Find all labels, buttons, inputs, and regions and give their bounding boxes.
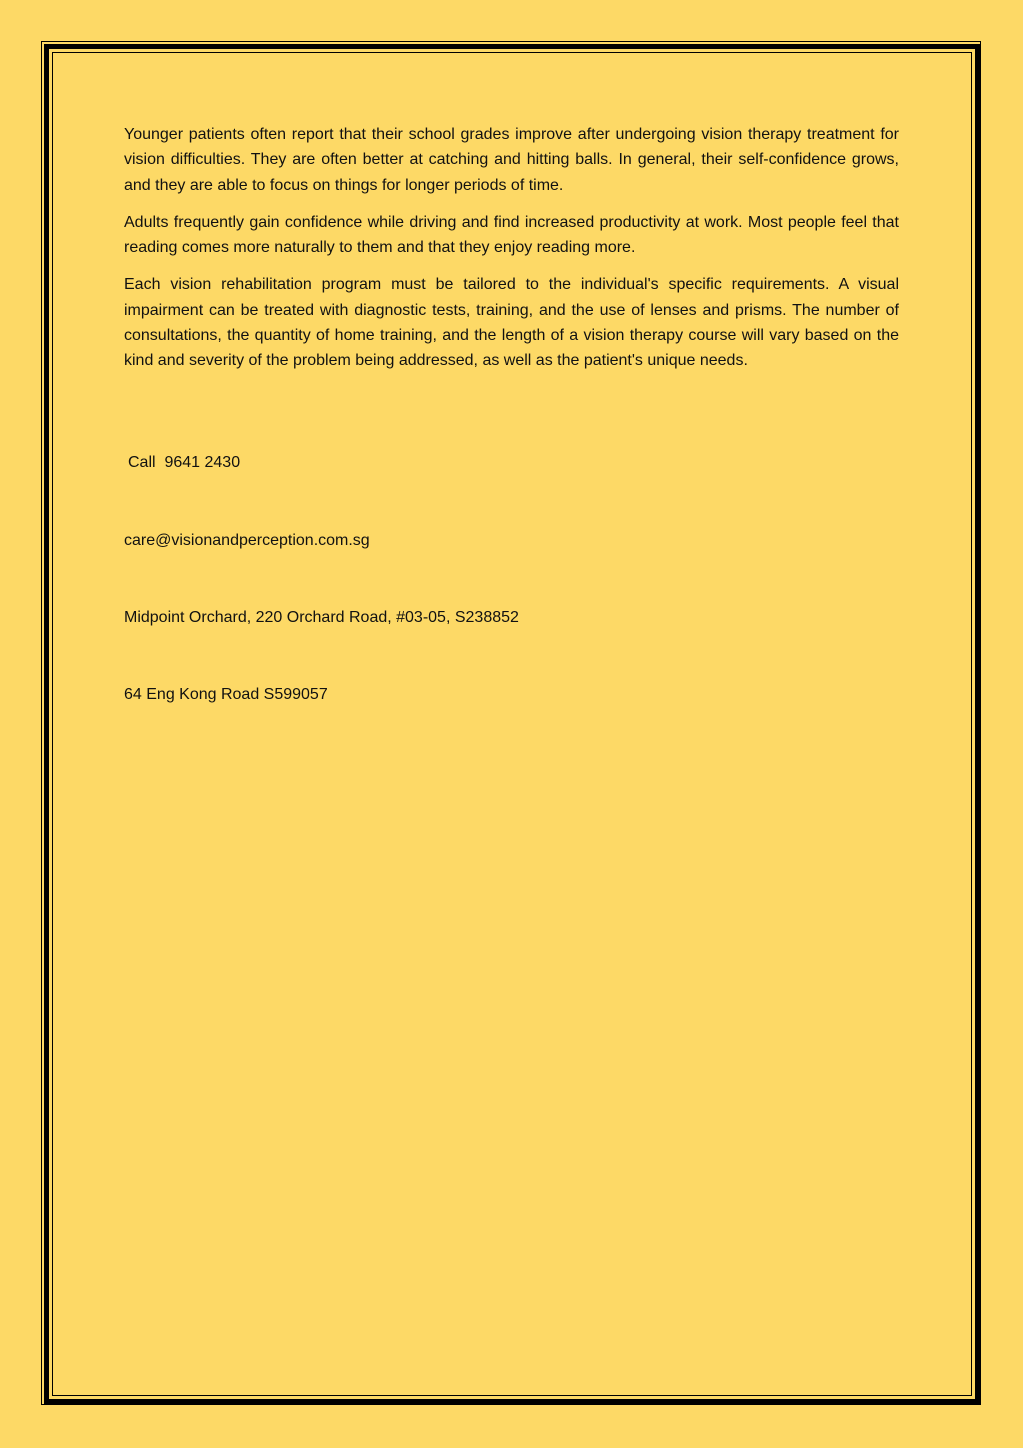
address-eng-kong: 64 Eng Kong Road S599057: [124, 686, 328, 703]
paragraph-younger-patients: Younger patients often report that their school grades improve after undergoing vision therapy treatment for vision difficulties. They are often better at catching and hitting balls. In general, their self-confidence grows, and they are able to focus on things for longer periods of time.: [124, 126, 899, 194]
paragraph-rehabilitation-program: Each vision rehabilitation program must be tailored to the individual's specific requirements. A visual impairment can be treated with diagnostic tests, training, and the use of lenses and prisms. The number of consultations, the quantity of home training, and the length of a vision therapy course will vary based on the kind and severity of the problem being addressed, as well as the patient's unique needs.: [124, 276, 899, 370]
email-address[interactable]: care@visionandperception.com.sg: [124, 532, 370, 549]
body-text: [124, 122, 899, 386]
phone-number[interactable]: Call 9641 2430: [128, 454, 241, 471]
paragraph-adults: Adults frequently gain confidence while driving and find increased productivity at work. Most people feel that reading comes more naturally to them and that they enjoy reading more.: [124, 213, 899, 257]
address-orchard: Midpoint Orchard, 220 Orchard Road, #03-05, S238852: [124, 609, 519, 626]
